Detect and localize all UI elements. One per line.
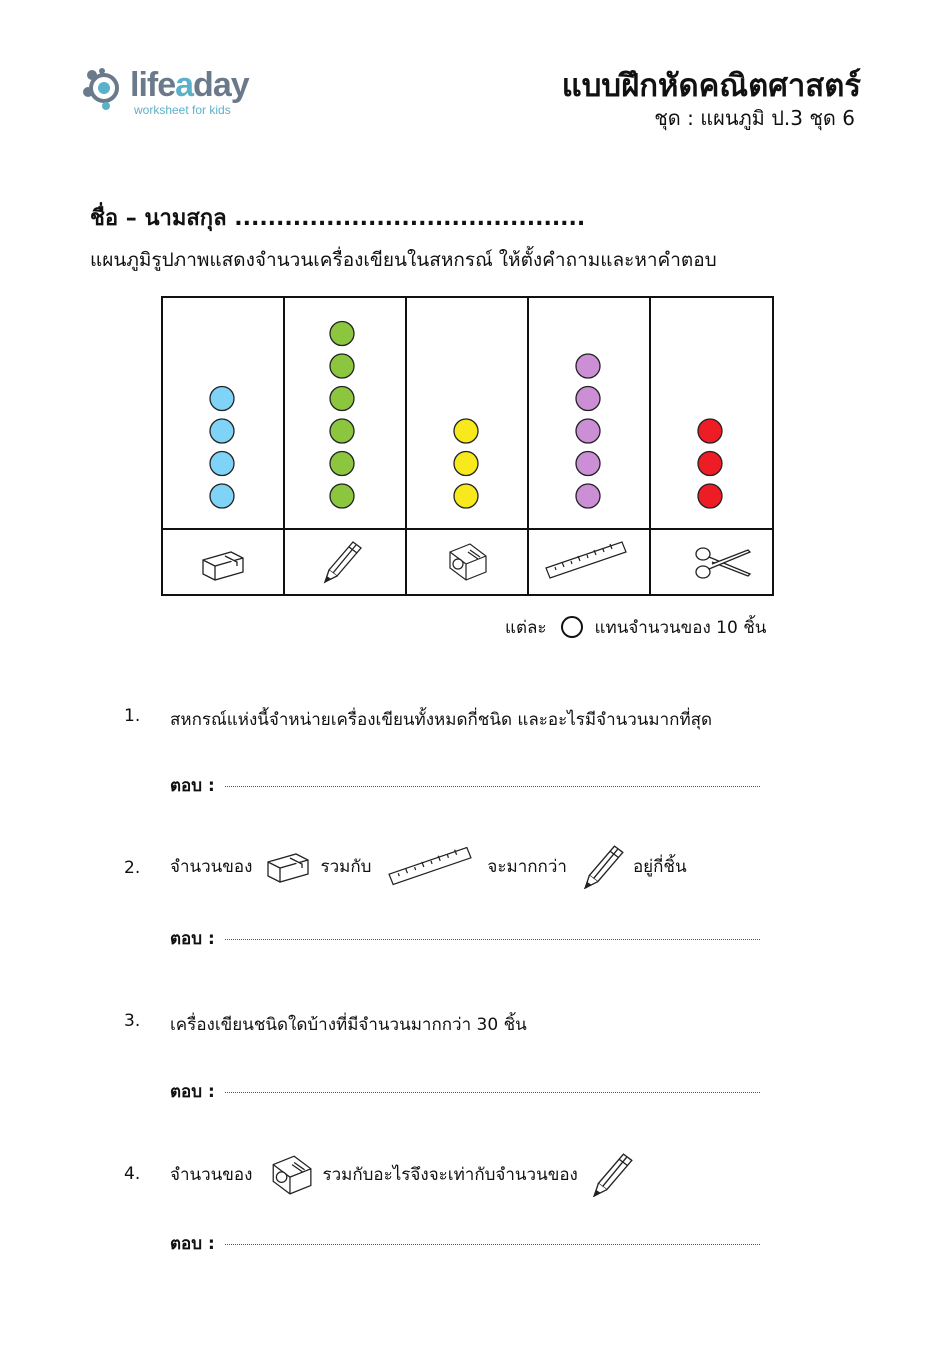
question-4-number: 4. <box>124 1164 141 1184</box>
sharpener-icon <box>268 1152 314 1196</box>
pictograph-dot <box>576 419 600 443</box>
pictograph-dot <box>330 452 354 476</box>
pictograph-dot <box>454 419 478 443</box>
pictograph-dot <box>210 452 234 476</box>
question-4-part1: จำนวนของ <box>170 1164 253 1185</box>
answer-label: ตอบ : <box>170 1234 215 1254</box>
question-4-text <box>170 1148 634 1200</box>
question-2-part2: รวมกับ <box>320 856 372 877</box>
pictograph-dot <box>330 387 354 411</box>
question-2-part1: จำนวนของ <box>170 856 253 877</box>
answer-2-line[interactable] <box>170 925 760 952</box>
logo-tagline: worksheet for kids <box>134 103 231 117</box>
question-2-part4: อยู่กี่ชิ้น <box>632 856 687 877</box>
question-3-number: 3. <box>124 1011 141 1031</box>
name-line: ชื่อ – นามสกุล .......................................... <box>90 206 586 231</box>
answer-4-line[interactable] <box>170 1230 760 1257</box>
pictograph-dot <box>330 484 354 508</box>
eraser-icon <box>264 846 312 886</box>
answer-3-line[interactable] <box>170 1078 760 1105</box>
pictograph-dot <box>330 354 354 378</box>
answer-dotted-line[interactable] <box>225 772 760 787</box>
question-2-part3: จะมากกว่า <box>487 856 567 877</box>
answer-label: ตอบ : <box>170 929 215 949</box>
logo-wordmark: lifeaday <box>130 66 249 104</box>
pictograph-chart <box>161 296 774 596</box>
question-2-number: 2. <box>124 858 141 878</box>
page-title: แบบฝึกหัดคณิตศาสตร์ <box>561 68 861 104</box>
pictograph-dot <box>454 484 478 508</box>
ruler-icon <box>387 843 473 889</box>
logo-molecule-icon <box>82 66 126 110</box>
pictograph-dot <box>576 484 600 508</box>
pictograph-dot <box>698 484 722 508</box>
answer-1-line[interactable] <box>170 772 760 799</box>
pictograph-dot <box>454 452 478 476</box>
instruction-text: แผนภูมิรูปภาพแสดงจำนวนเครื่องเขียนในสหกรณ์ ให้ตั้งคำถามและหาคำตอบ <box>90 249 717 271</box>
pencil-icon <box>583 843 625 889</box>
answer-dotted-line[interactable] <box>225 925 760 940</box>
chart-legend <box>505 614 766 640</box>
pictograph-dot <box>210 419 234 443</box>
pictograph-dot <box>210 484 234 508</box>
answer-dotted-line[interactable] <box>225 1078 760 1093</box>
pictograph-dot <box>576 387 600 411</box>
pictograph-dot <box>576 354 600 378</box>
legend-prefix: แต่ละ <box>505 617 547 638</box>
logo <box>82 62 272 122</box>
pictograph-dot <box>576 452 600 476</box>
page-subtitle: ชุด : แผนภูมิ ป.3 ชุด 6 <box>654 106 855 130</box>
answer-label: ตอบ : <box>170 1082 215 1102</box>
answer-dotted-line[interactable] <box>225 1230 760 1245</box>
question-4-part2: รวมกับอะไรจึงจะเท่ากับจำนวนของ <box>322 1164 578 1185</box>
pictograph-dot <box>330 322 354 346</box>
pictograph-dot <box>210 387 234 411</box>
question-1-number: 1. <box>124 706 141 726</box>
answer-label: ตอบ : <box>170 776 215 796</box>
legend-circle-icon <box>561 616 583 638</box>
pencil-icon <box>592 1151 634 1197</box>
question-2-text <box>170 838 687 894</box>
question-1-text: สหกรณ์แห่งนี้จำหน่ายเครื่องเขียนทั้งหมดกี่ชนิด และอะไรมีจำนวนมากที่สุด <box>170 710 713 730</box>
pictograph-dot <box>698 452 722 476</box>
pictograph-dot <box>330 419 354 443</box>
pictograph-dot <box>698 419 722 443</box>
legend-suffix: แทนจำนวนของ 10 ชิ้น <box>594 617 767 638</box>
question-3-text: เครื่องเขียนชนิดใดบ้างที่มีจำนวนมากกว่า 30 ชิ้น <box>170 1015 527 1035</box>
